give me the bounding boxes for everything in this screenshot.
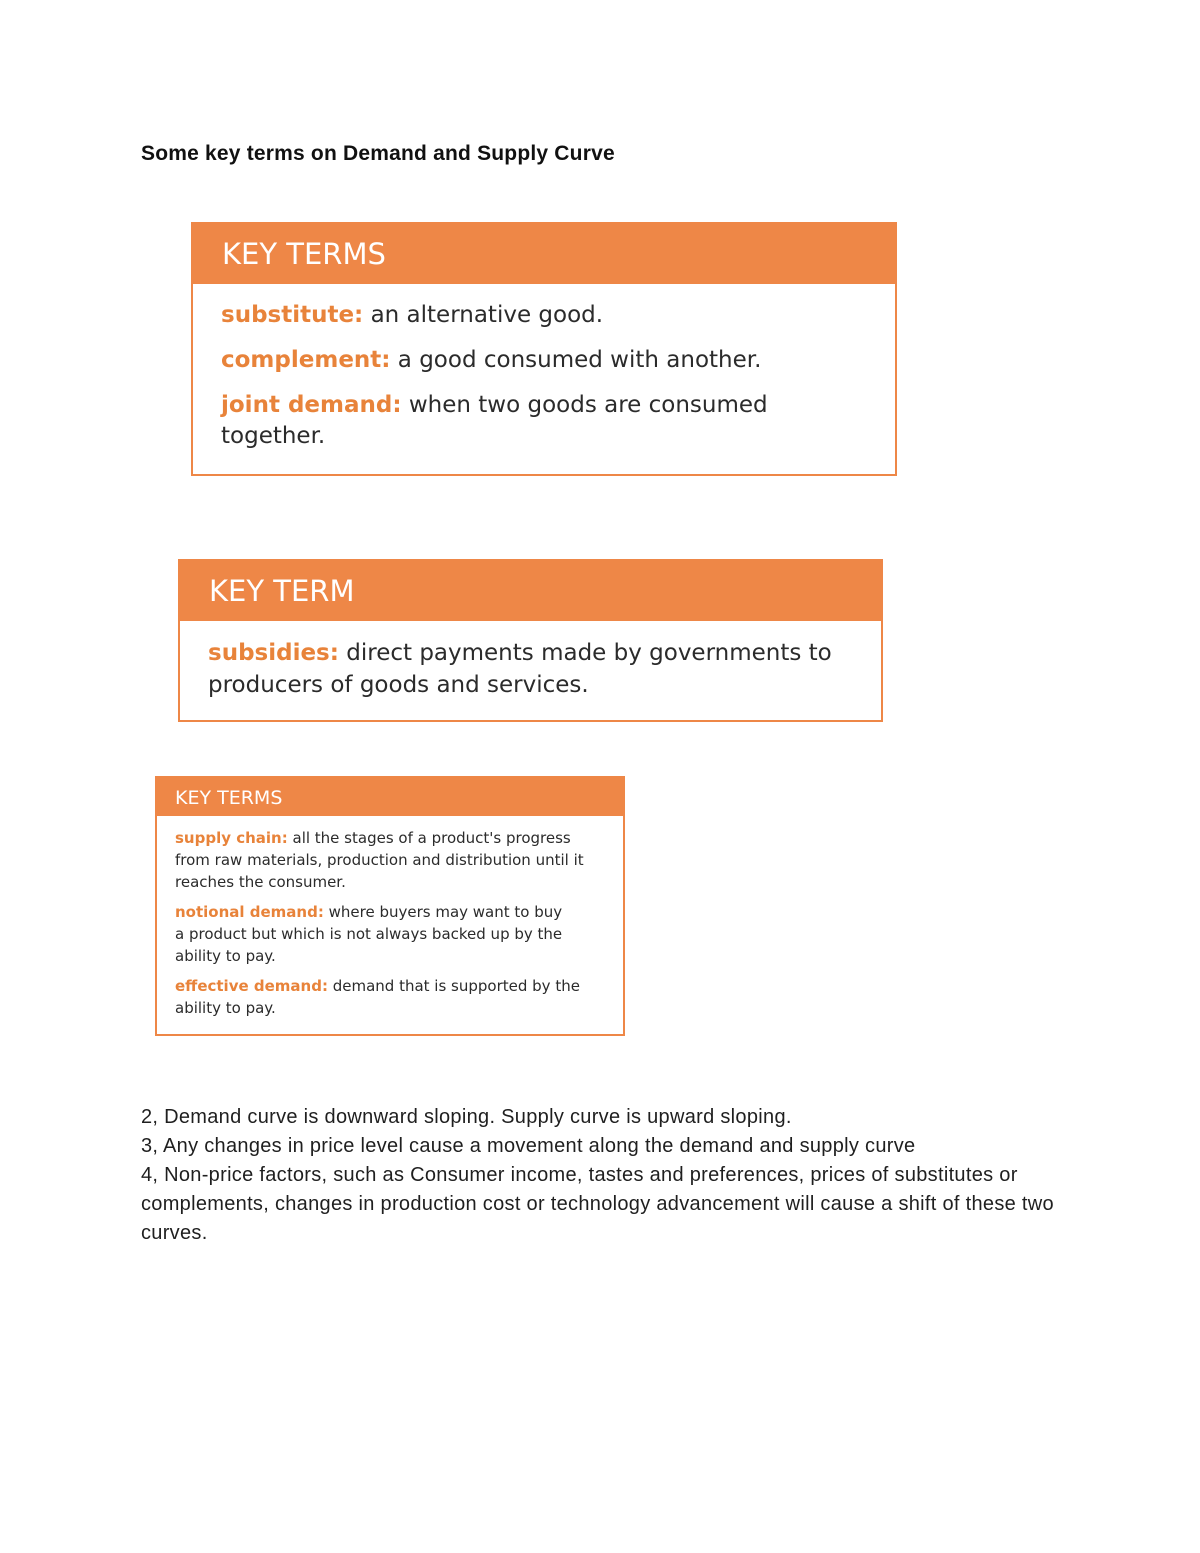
key-terms-body — [157, 816, 623, 1019]
note-item: 3, Any changes in price level cause a movement along the demand and supply curve — [141, 1135, 916, 1157]
term-entry-substitute — [221, 300, 875, 331]
term-name: complement: — [221, 347, 391, 373]
term-definition: where buyers may want to buy a product but which is not always backed up by the ability to pay. — [175, 903, 563, 965]
term-name: joint demand: — [221, 392, 402, 418]
term-name: supply chain: — [175, 829, 288, 847]
term-name: subsidies: — [208, 640, 339, 666]
term-entry-complement — [221, 345, 875, 376]
term-entry-subsidies — [208, 637, 838, 701]
key-terms-body — [193, 284, 895, 452]
term-definition: direct payments made by governments to producers of goods and services. — [208, 640, 832, 698]
term-name: notional demand: — [175, 903, 324, 921]
term-definition: a good consumed with another. — [390, 347, 762, 373]
key-term-box-2 — [178, 559, 883, 722]
key-term-body — [180, 621, 881, 701]
term-entry-notional-demand — [175, 901, 575, 967]
notes-section — [141, 1103, 1071, 1248]
note-item: 2, Demand curve is downward sloping. Supply curve is upward sloping. — [141, 1106, 792, 1128]
page-title: Some key terms on Demand and Supply Curve — [141, 142, 615, 165]
key-terms-header: KEY TERMS — [157, 778, 623, 816]
key-terms-box-1 — [191, 222, 897, 476]
key-terms-header: KEY TERMS — [193, 224, 895, 284]
key-term-header: KEY TERM — [180, 561, 881, 621]
term-name: substitute: — [221, 302, 364, 328]
key-terms-box-3 — [155, 776, 625, 1036]
term-entry-joint-demand — [221, 390, 781, 452]
term-name: effective demand: — [175, 977, 328, 995]
term-entry-effective-demand — [175, 975, 605, 1019]
term-definition: all the stages of a product's progress from raw materials, production and distribution until it reaches the consumer. — [175, 829, 584, 891]
term-entry-supply-chain — [175, 827, 605, 893]
term-definition: demand that is supported by the ability to pay. — [175, 977, 580, 1017]
term-definition: when two goods are consumed together. — [221, 392, 768, 449]
term-definition: an alternative good. — [363, 302, 604, 328]
note-item: 4, Non-price factors, such as Consumer income, tastes and preferences, prices of substitutes or complements, changes in production cost or technology advancement will cause a shift of these two curves. — [141, 1164, 1054, 1244]
